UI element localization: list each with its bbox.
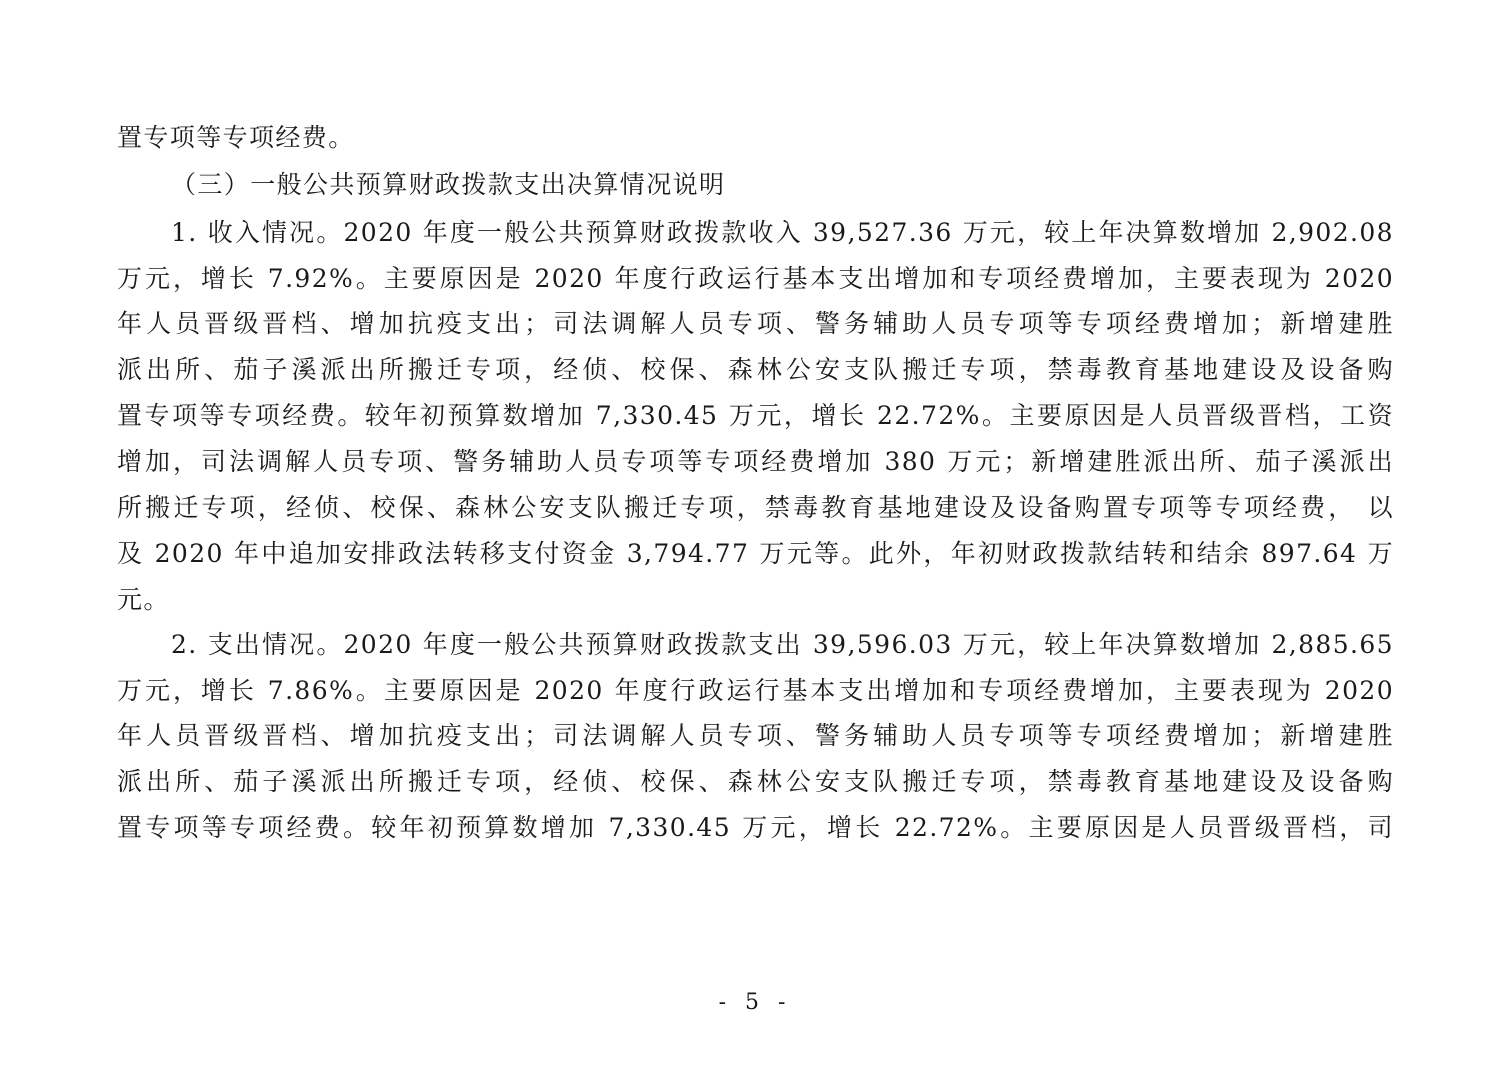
text-line: 增加，司法调解人员专项、警务辅助人员专项等专项经费增加 380 万元；新增建胜派出所、茄子溪派出 [117, 447, 1394, 476]
paragraph-expense-start: 2. 支出情况。2020 年度一般公共预算财政拨款支出 39,596.03 万元，较上年决算数增加 2,885.65 [171, 630, 1394, 659]
text-line: 置专项等专项经费。 [117, 123, 355, 152]
text-line: 年人员晋级晋档、增加抗疫支出；司法调解人员专项、警务辅助人员专项等专项经费增加；新增建胜 [117, 309, 1394, 338]
text-line: 元。 [117, 585, 170, 614]
text-line: 年人员晋级晋档、增加抗疫支出；司法调解人员专项、警务辅助人员专项等专项经费增加；新增建胜 [117, 721, 1394, 750]
section-heading: （三）一般公共预算财政拨款支出决算情况说明 [171, 170, 726, 199]
text-line: 派出所、茄子溪派出所搬迁专项，经侦、校保、森林公安支队搬迁专项，禁毒教育基地建设及设备购 [117, 767, 1394, 796]
text-line: 万元，增长 7.92%。主要原因是 2020 年度行政运行基本支出增加和专项经费增加，主要表现为 2020 [117, 264, 1394, 293]
text-line: 置专项等专项经费。较年初预算数增加 7,330.45 万元，增长 22.72%。主要原因是人员晋级晋档，工资 [117, 401, 1394, 430]
text-line: 所搬迁专项，经侦、校保、森林公安支队搬迁专项，禁毒教育基地建设及设备购置专项等专项经费， 以 [117, 493, 1394, 522]
text-line: 及 2020 年中追加安排政法转移支付资金 3,794.77 万元等。此外，年初财政拨款结转和结余 897.64 万 [117, 539, 1394, 568]
text-line: 派出所、茄子溪派出所搬迁专项，经侦、校保、森林公安支队搬迁专项，禁毒教育基地建设及设备购 [117, 355, 1394, 384]
text-line: 万元，增长 7.86%。主要原因是 2020 年度行政运行基本支出增加和专项经费增加，主要表现为 2020 [117, 676, 1394, 705]
paragraph-income-start: 1. 收入情况。2020 年度一般公共预算财政拨款收入 39,527.36 万元，较上年决算数增加 2,902.08 [171, 218, 1394, 247]
page-number: - 5 - [718, 990, 792, 1015]
text-line: 置专项等专项经费。较年初预算数增加 7,330.45 万元，增长 22.72%。主要原因是人员晋级晋档，司 [117, 813, 1394, 842]
